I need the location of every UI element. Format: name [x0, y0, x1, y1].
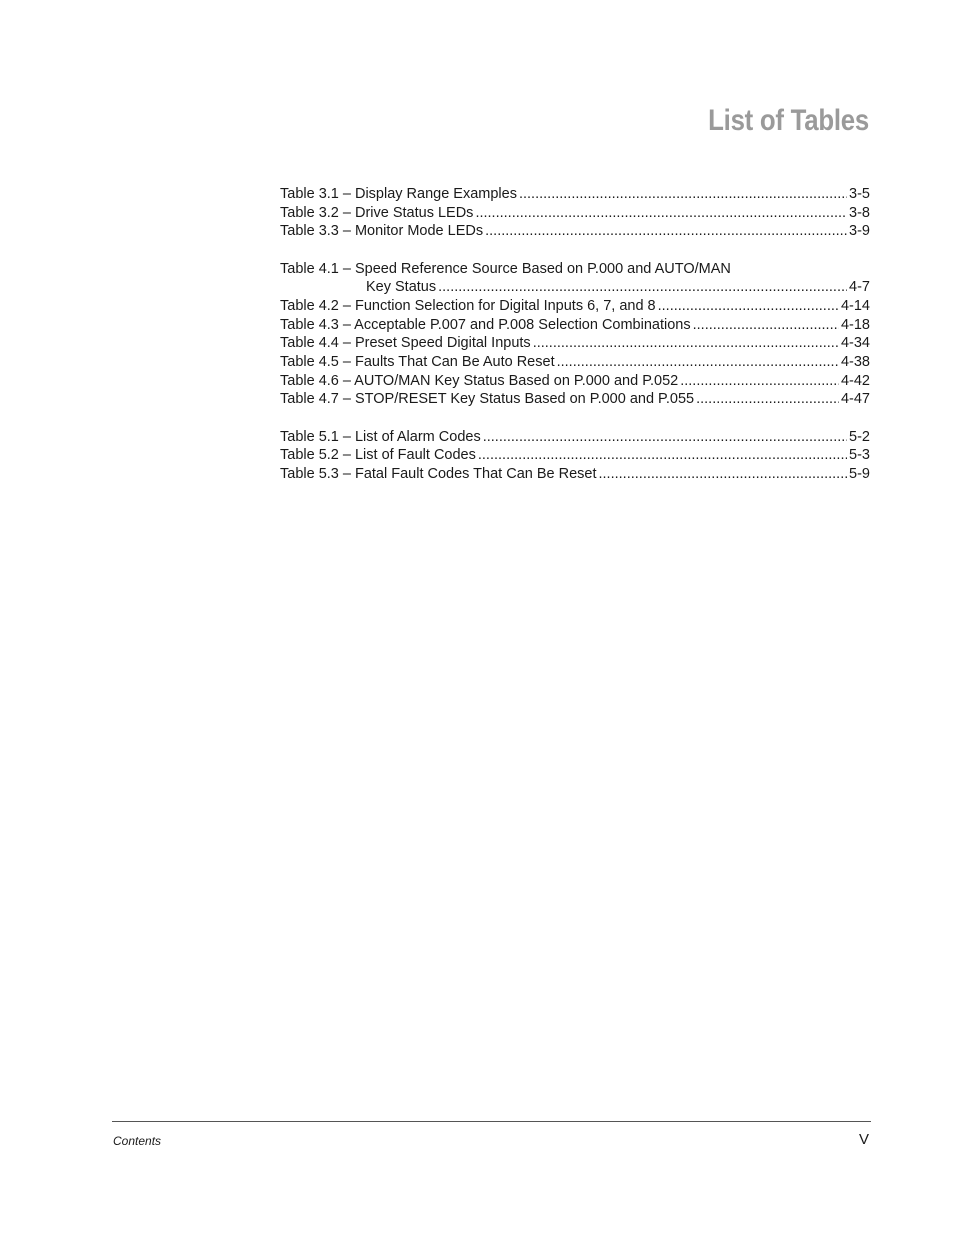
toc-entry-label: Table 4.2 – Function Selection for Digital Inputs 6, 7, and 8 — [280, 297, 656, 314]
dot-leader — [519, 185, 847, 204]
toc-group-chapter-4 — [280, 260, 870, 410]
toc-entry-label: Table 5.2 – List of Fault Codes — [280, 447, 476, 464]
toc-entry[interactable] — [280, 353, 870, 372]
toc-entry[interactable] — [280, 316, 870, 335]
dot-leader — [696, 390, 839, 409]
toc-entry-page: 4-47 — [840, 391, 870, 408]
footer-page-number: V — [858, 1131, 869, 1148]
toc-group-chapter-5 — [280, 428, 870, 484]
toc-entry[interactable] — [280, 185, 870, 204]
footer-section-label: Contents — [113, 1134, 162, 1148]
toc-entry-label: Table 3.3 – Monitor Mode LEDs — [280, 223, 484, 240]
toc-entry[interactable] — [280, 278, 870, 297]
toc-entry[interactable] — [280, 334, 870, 353]
dot-leader — [599, 465, 848, 484]
toc-entry-label: Table 3.2 – Drive Status LEDs — [280, 204, 474, 221]
dot-leader — [680, 372, 839, 391]
toc-entry-page: 4-14 — [840, 297, 870, 314]
toc-entry-page: 5-2 — [849, 428, 870, 445]
toc-entry-label: Table 3.1 – Display Range Examples — [280, 185, 517, 202]
toc-entry-page: 3-8 — [849, 204, 870, 221]
dot-leader — [658, 297, 839, 316]
toc-entry-label: Table 5.1 – List of Alarm Codes — [280, 428, 481, 445]
toc-entry-label: Table 4.6 – AUTO/MAN Key Status Based on P.000 and P.052 — [280, 372, 679, 389]
toc-entry[interactable] — [280, 372, 870, 391]
toc-entry-label: Key Status — [366, 279, 437, 296]
dot-leader — [557, 353, 839, 372]
toc-entry-page: 5-3 — [849, 447, 870, 464]
toc-entry-label-line1[interactable]: Table 4.1 – Speed Reference Source Based on P.000 and AUTO/MAN — [280, 260, 731, 277]
toc-entry-label: Table 4.3 – Acceptable P.007 and P.008 Selection Combinations — [280, 316, 691, 333]
toc-entry-label: Table 5.3 – Fatal Fault Codes That Can Be Reset — [280, 465, 597, 482]
toc-entry[interactable] — [280, 297, 870, 316]
toc-entry[interactable] — [280, 222, 870, 241]
page-title: List of Tables — [708, 104, 869, 137]
dot-leader — [438, 278, 847, 297]
dot-leader — [485, 222, 847, 241]
toc-entry[interactable] — [280, 446, 870, 465]
dot-leader — [478, 446, 847, 465]
toc-entry-page: 4-7 — [849, 279, 870, 296]
toc-group-chapter-3 — [280, 185, 870, 241]
toc-entry-page: 4-18 — [840, 316, 870, 333]
table-list — [280, 185, 870, 502]
toc-entry-label: Table 4.7 – STOP/RESET Key Status Based on P.000 and P.055 — [280, 391, 695, 408]
dot-leader — [693, 316, 839, 335]
toc-entry-page: 5-9 — [849, 465, 870, 482]
dot-leader — [475, 204, 847, 223]
toc-entry-page: 4-38 — [840, 353, 870, 370]
dot-leader — [533, 334, 839, 353]
toc-entry-page: 3-9 — [849, 223, 870, 240]
toc-entry[interactable] — [280, 428, 870, 447]
dot-leader — [483, 428, 847, 447]
toc-entry-label: Table 4.5 – Faults That Can Be Auto Reset — [280, 353, 555, 370]
toc-entry-page: 3-5 — [849, 185, 870, 202]
footer-divider — [112, 1121, 871, 1122]
toc-entry[interactable] — [280, 390, 870, 409]
toc-entry-page: 4-42 — [840, 372, 870, 389]
toc-entry[interactable] — [280, 465, 870, 484]
toc-entry-page: 4-34 — [840, 335, 870, 352]
toc-entry-label: Table 4.4 – Preset Speed Digital Inputs — [280, 335, 531, 352]
toc-entry[interactable] — [280, 204, 870, 223]
